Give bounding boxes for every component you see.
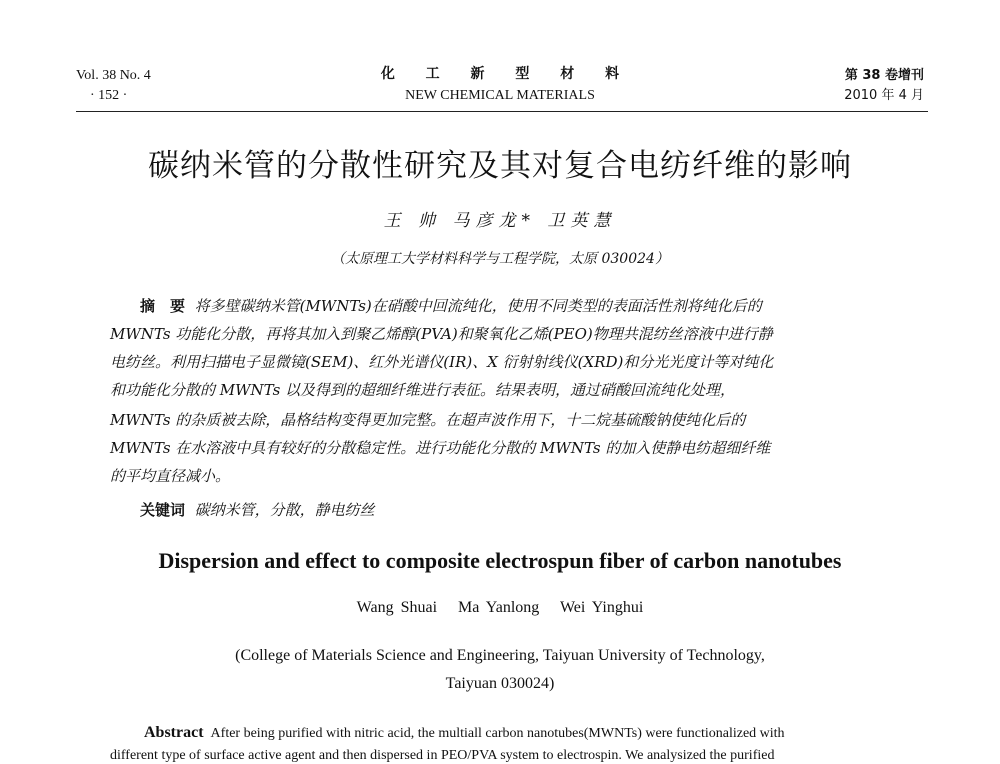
abstract-en-line (144, 724, 785, 742)
abstract-cn-line (140, 296, 762, 316)
abstract-cn-line: 和功能化分散的 MWNTs 以及得到的超细纤维进行表征。结果表明，通过硝酸回流纯化处理， (110, 381, 736, 399)
abstract-cn-line: MWNTs 功能化分散，再将其加入到聚乙烯醇(PVA)和聚氧化乙烯(PEO)物理共混纺丝溶液中进行静 (110, 325, 773, 343)
authors-en: Wang Shuai Ma Yanlong Wei Yinghui (356, 599, 644, 616)
page-number: · 152 · (90, 88, 128, 103)
abstract-cn-label: 摘 要 (140, 297, 186, 315)
abstract-cn-line: MWNTs 在水溶液中具有较好的分散稳定性。进行功能化分散的 MWNTs 的加入使静电纺超细纤维 (110, 439, 771, 457)
paper-title-en: Dispersion and effect to composite electrospun fiber of carbon nanotubes (158, 548, 842, 573)
abstract-cn-line: MWNTs 的杂质被去除，晶格结构变得更加完整。在超声波作用下，十二烷基硫酸钠使纯化后的 (110, 411, 746, 429)
header-rule (76, 111, 928, 112)
affiliation-en-line1: (College of Materials Science and Engineering, Taiyuan University of Technology, (235, 647, 765, 664)
authors-cn: 王 帅 马彦龙* 卫英慧 (383, 211, 617, 231)
keywords-cn (140, 500, 375, 520)
abstract-cn-line: 的平均直径减小。 (110, 467, 231, 485)
abstract-en-text: After being purified with nitric acid, the multiall carbon nanotubes(MWNTs) were functionalized with (210, 726, 785, 741)
affiliation-en-line2: Taiyuan 030024) (445, 675, 555, 692)
publication-date: 2010 年 4 月 (844, 88, 924, 103)
journal-name-cn: 化 工 新 型 材 料 (380, 66, 633, 82)
abstract-cn-line: 电纺丝。利用扫描电子显微镜(SEM)、红外光谱仪(IR)、X 衍射射线仪(XRD)和分光光度计等对纯化 (110, 353, 774, 371)
issue-info: 第 38 卷增刊 (844, 68, 924, 83)
paper-title-cn: 碳纳米管的分散性研究及其对复合电纺纤维的影响 (148, 148, 852, 184)
volume-number: Vol. 38 No. 4 (76, 68, 151, 83)
journal-name-en: NEW CHEMICAL MATERIALS (405, 88, 595, 103)
affiliation-cn: （太原理工大学材料科学与工程学院，太原 030024） (331, 251, 669, 267)
keywords-cn-text: 碳纳米管，分散，静电纺丝 (194, 501, 375, 519)
abstract-cn-text: 将多壁碳纳米管(MWNTs)在硝酸中回流纯化，使用不同类型的表面活性剂将纯化后的 (194, 297, 762, 315)
abstract-en-label: Abstract (144, 724, 204, 741)
abstract-en-line: different type of surface active agent and then dispersed in PEO/PVA system to electrospin. We analysized the purified (110, 748, 775, 763)
keywords-cn-label: 关键词 (140, 501, 186, 519)
